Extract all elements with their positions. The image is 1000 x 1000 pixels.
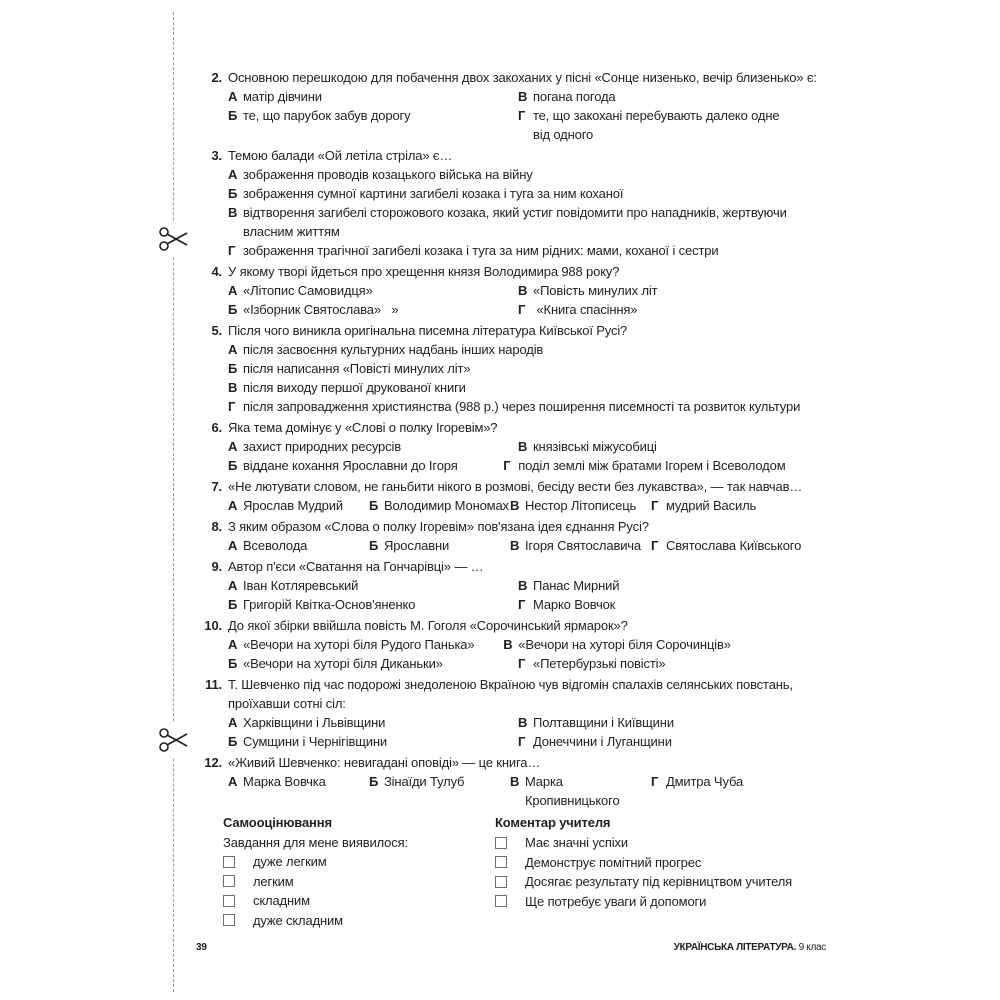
option-letter: А (228, 715, 238, 730)
cut-line (173, 12, 174, 992)
answer-option[interactable] (651, 772, 826, 810)
option-letter: Б (368, 498, 379, 513)
checkbox[interactable] (223, 875, 235, 887)
answer-option[interactable] (518, 87, 808, 106)
option-letter: Г (650, 774, 659, 789)
option-text: Святослава Київського (665, 538, 802, 553)
answer-option[interactable] (228, 654, 518, 673)
option-letter: В (518, 439, 528, 454)
question (196, 477, 826, 515)
option-letter: А (228, 637, 238, 652)
answer-option[interactable] (510, 536, 651, 555)
self-assessment-option[interactable] (223, 872, 408, 892)
answer-option[interactable] (228, 203, 826, 241)
answer-option[interactable] (228, 456, 503, 475)
answer-option[interactable] (228, 184, 826, 203)
option-text: Сумщини і Чернігівщини (243, 734, 388, 749)
scissors-icon (155, 221, 191, 257)
answer-option[interactable] (369, 496, 510, 515)
answer-option[interactable] (518, 281, 808, 300)
option-letter: В (228, 380, 238, 395)
question (196, 517, 826, 555)
page-footer (196, 938, 826, 954)
option-text: «Вечори на хуторі біля Диканьки» (243, 656, 443, 671)
option-text: Донеччини і Луганщини (533, 734, 672, 749)
option-text: Марка Вовчка (243, 774, 326, 789)
option-letter: Г (228, 243, 236, 258)
self-assessment-title: Самооцінювання (223, 815, 332, 830)
self-assessment-prompt: Завдання для мене виявилося: (223, 835, 408, 850)
page-number: 39 (196, 942, 207, 953)
option-text: Дмитра Чуба (665, 774, 744, 789)
question-number: 6. (211, 420, 222, 435)
answer-option[interactable] (503, 635, 826, 654)
option-letter: Б (228, 734, 238, 749)
option-letter: Б (228, 186, 238, 201)
answer-option[interactable] (228, 576, 518, 595)
answer-option[interactable] (518, 595, 808, 614)
option-text: Нестор Літописець (524, 498, 637, 513)
option-text: Панас Мирний (533, 578, 620, 593)
option-text: Зінаїди Тулуб (383, 774, 465, 789)
option-letter: Б (228, 597, 238, 612)
option-letter: В (518, 283, 528, 298)
checkbox[interactable] (495, 876, 507, 888)
option-letter: Б (368, 774, 379, 789)
option-text: зображення трагічної загибелі козака і туга за ним рідних: мами, коханої і сестри (243, 243, 719, 258)
answer-option[interactable] (518, 732, 808, 751)
question (196, 616, 826, 673)
option-letter: А (228, 578, 238, 593)
option-text: Марка Кропивницького (524, 774, 620, 808)
answer-option[interactable] (503, 456, 826, 475)
teacher-comment-option[interactable] (495, 872, 792, 892)
option-text: Харківщини і Львівщини (243, 715, 386, 730)
checkbox[interactable] (223, 914, 235, 926)
option-text: «Повість минулих літ (533, 283, 658, 298)
option-letter: А (228, 498, 238, 513)
option-text: Григорій Квітка-Основ'яненко (243, 597, 416, 612)
question-number: 8. (211, 519, 222, 534)
question (196, 557, 826, 614)
option-letter: Г (650, 498, 659, 513)
answer-option[interactable] (228, 106, 518, 144)
option-letter: Г (518, 108, 526, 123)
option-text: захист природних ресурсів (243, 439, 401, 454)
option-text: те, що парубок забув дорогу (243, 108, 411, 123)
option-text: після запровадження християнства (988 р.) через поширення писемності та розвиток культури (243, 399, 801, 414)
option-letter: В (518, 715, 528, 730)
option-text: Полтавщини і Київщини (533, 715, 674, 730)
option-letter: А (228, 774, 238, 789)
answer-option[interactable] (518, 106, 788, 144)
option-letter: Г (518, 656, 526, 671)
question (196, 675, 826, 751)
question (196, 262, 826, 319)
teacher-comment-title: Коментар учителя (495, 815, 611, 830)
checkbox-label: Демонструє помітний прогрес (525, 854, 702, 870)
self-assessment-option[interactable] (223, 891, 408, 911)
option-letter: Г (518, 734, 526, 749)
question-text: Після чого виникла оригінальна писемна література Київської Русі? (228, 323, 628, 338)
checkbox-label: Ще потребує уваги й допомоги (525, 893, 707, 909)
option-text: мудрий Василь (665, 498, 757, 513)
option-letter: Б (228, 361, 238, 376)
checkbox-label: дуже легким (253, 854, 327, 870)
option-letter: В (503, 637, 513, 652)
option-letter: Б (228, 458, 238, 473)
option-letter: В (509, 774, 520, 789)
answer-option[interactable] (228, 165, 826, 184)
option-text: після написання «Повісті минулих літ» (243, 361, 471, 376)
question-text: Темою балади «Ой летіла стріла» є… (228, 148, 453, 163)
book-title (674, 938, 826, 957)
option-text: «Петербурзькі повісті» (533, 656, 666, 671)
option-text: «Вечори на хуторі біля Рудого Панька» (243, 637, 475, 652)
question (196, 418, 826, 475)
option-letter: Г (228, 399, 236, 414)
answer-option[interactable] (228, 87, 518, 106)
question-text: До якої збірки ввійшла повість М. Гоголя «Сорочинський ярмарок»? (228, 618, 628, 633)
question-text: Основною перешкодою для побачення двох закоханих у пісні «Сонце низенько, вечір близенько» є: (228, 70, 817, 85)
option-letter: Г (518, 597, 526, 612)
option-text: «Вечори на хуторі біля Сорочинців» (518, 637, 731, 652)
option-letter: Б (228, 108, 238, 123)
option-letter: А (228, 283, 238, 298)
option-letter: В (228, 205, 238, 220)
option-text: Володимир Мономах (383, 498, 509, 513)
question-number: 9. (211, 559, 222, 574)
teacher-comment-option[interactable] (495, 853, 792, 873)
teacher-comment-option[interactable] (495, 892, 792, 912)
question (196, 68, 826, 144)
option-text: погана погода (533, 89, 616, 104)
option-text: поділ землі між братами Ігорем і Всеволодом (518, 458, 786, 473)
answer-option[interactable] (228, 300, 518, 319)
question-text: У якому творі йдеться про хрещення князя Володимира 988 року? (228, 264, 620, 279)
answer-option[interactable] (228, 635, 503, 654)
checkbox[interactable] (495, 856, 507, 868)
answer-option[interactable] (518, 713, 808, 732)
answer-option[interactable] (518, 654, 808, 673)
answer-option[interactable] (518, 300, 808, 319)
option-text: Ярославни (383, 538, 450, 553)
option-letter: А (228, 167, 238, 182)
option-text: після засвоєння культурних надбань інших народів (243, 342, 544, 357)
teacher-comment-option[interactable] (495, 833, 792, 853)
answer-option[interactable] (228, 241, 826, 260)
checkbox-label: дуже складним (253, 912, 343, 928)
answer-option[interactable] (369, 536, 510, 555)
answer-option[interactable] (518, 437, 808, 456)
answer-option[interactable] (510, 496, 651, 515)
answer-option[interactable] (228, 281, 518, 300)
option-text: Марко Вовчок (533, 597, 616, 612)
checkbox[interactable] (223, 895, 235, 907)
answer-option[interactable] (228, 536, 369, 555)
book-grade: 9 клас (798, 942, 826, 953)
checkbox-label: Має значні успіхи (525, 835, 628, 851)
answer-option[interactable] (651, 536, 826, 555)
answer-option[interactable] (228, 772, 369, 810)
answer-option[interactable] (228, 595, 518, 614)
option-letter: Б (368, 538, 379, 553)
option-letter: Г (503, 458, 511, 473)
answer-option[interactable] (518, 576, 808, 595)
option-text: Всеволода (243, 538, 308, 553)
option-letter: В (518, 578, 528, 593)
option-letter: А (228, 342, 238, 357)
option-text: Ярослав Мудрий (243, 498, 343, 513)
option-letter: А (228, 538, 238, 553)
question-text: Яка тема домінує у «Слові о полку Ігоревім»? (228, 420, 498, 435)
question-text: «Не лютувати словом, не ганьбити нікого в розмові, бесіду вести без лукавства», — так навчав… (228, 479, 803, 494)
option-text: Ігоря Святославича (524, 538, 642, 553)
teacher-comment (495, 813, 792, 911)
question-number: 4. (211, 264, 222, 279)
question-number: 2. (211, 70, 222, 85)
option-letter: Г (518, 302, 526, 317)
answer-option[interactable] (228, 732, 518, 751)
option-text: «Книга спасіння» (533, 302, 638, 317)
answer-option[interactable] (228, 713, 518, 732)
option-letter: Г (650, 538, 659, 553)
question-number: 7. (211, 479, 222, 494)
checkbox-label: легким (253, 873, 294, 889)
option-text: те, що закохані перебувають далеко одне від одного (533, 108, 780, 142)
answer-option[interactable] (651, 496, 826, 515)
option-letter: Б (228, 656, 238, 671)
option-text: зображення сумної картини загибелі козака і туга за ним коханої (243, 186, 624, 201)
self-assessment (223, 813, 408, 930)
question (196, 753, 826, 810)
option-letter: Б (228, 302, 238, 317)
self-assessment-option[interactable] (223, 852, 408, 872)
answer-option[interactable] (228, 397, 826, 416)
book-title-text: УКРАЇНСЬКА ЛІТЕРАТУРА. (673, 942, 797, 953)
answer-option[interactable] (228, 437, 518, 456)
option-letter: В (509, 498, 520, 513)
self-assessment-option[interactable] (223, 911, 408, 931)
question-number: 10. (204, 618, 222, 633)
option-text: «Літопис Самовидця» (243, 283, 373, 298)
option-letter: В (518, 89, 528, 104)
checkbox-label: Досягає результату під керівництвом учителя (525, 874, 793, 890)
question-text: «Живий Шевченко: невигадані оповіді» — це книга… (228, 755, 541, 770)
option-text: Іван Котляревський (243, 578, 359, 593)
answer-option[interactable] (228, 340, 826, 359)
option-letter: А (228, 439, 238, 454)
answer-option[interactable] (228, 378, 826, 397)
question (196, 146, 826, 260)
question-number: 3. (211, 148, 222, 163)
checkbox[interactable] (495, 895, 507, 907)
option-text: матір дівчини (243, 89, 322, 104)
option-text: після виходу першої друкованої книги (243, 380, 466, 395)
test-questions (196, 68, 826, 812)
question-text: З яким образом «Слова о полку Ігоревім» пов'язана ідея єднання Русі? (228, 519, 649, 534)
option-text: зображення проводів козацького війська на війну (243, 167, 533, 182)
option-text: князівські міжусобиці (533, 439, 657, 454)
option-text: віддане кохання Ярославни до Ігоря (243, 458, 458, 473)
option-text: відтворення загибелі сторожового козака, який устиг повідомити про нападників, жертвуючи власним життям (243, 205, 787, 239)
answer-option[interactable] (369, 772, 510, 810)
checkbox[interactable] (495, 837, 507, 849)
question (196, 321, 826, 416)
answer-option[interactable] (228, 496, 369, 515)
option-letter: А (228, 89, 238, 104)
checkbox-label: складним (253, 893, 310, 909)
answer-option[interactable] (510, 772, 651, 810)
option-text: «Ізборник Святослава» » (243, 302, 399, 317)
question-number: 12. (204, 755, 222, 770)
checkbox[interactable] (223, 856, 235, 868)
question-number: 11. (205, 677, 222, 692)
question-number: 5. (211, 323, 222, 338)
scissors-icon (155, 722, 191, 758)
question-text: Т. Шевченко під час подорожі знедоленою Вкраїною чув відгомін спалахів селянських повстань, проїхавши сотні сіл: (228, 677, 793, 711)
option-letter: В (509, 538, 520, 553)
answer-option[interactable] (228, 359, 826, 378)
question-text: Автор п'єси «Сватання на Гончарівці» — … (228, 559, 484, 574)
